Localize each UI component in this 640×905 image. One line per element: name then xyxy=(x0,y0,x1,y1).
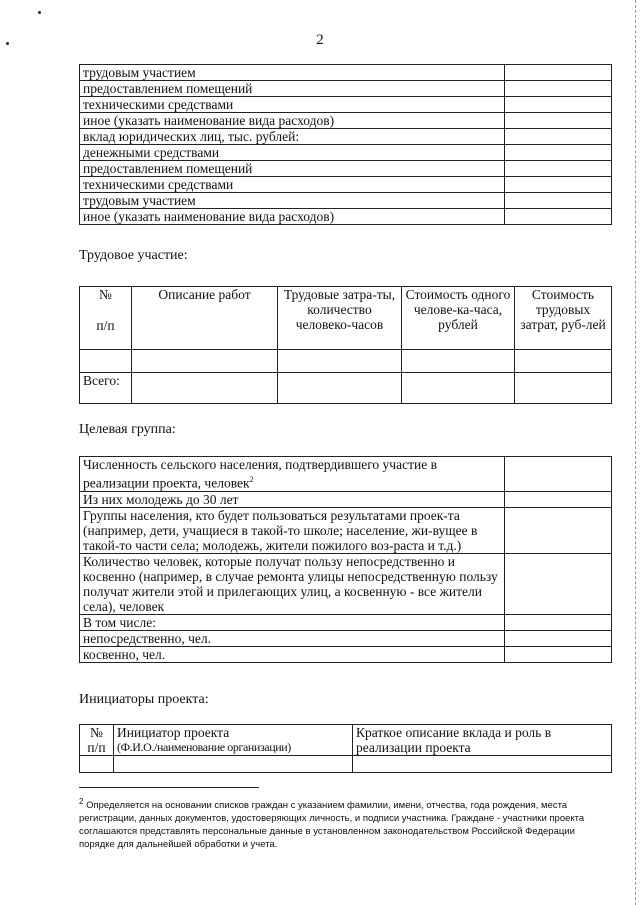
table-row xyxy=(80,630,612,646)
num-header-top: № xyxy=(99,287,112,302)
table-cell[interactable] xyxy=(505,491,612,507)
page-number: 2 xyxy=(316,32,324,48)
labor-table xyxy=(79,286,612,404)
contribution-label: денежными средствами xyxy=(80,145,505,161)
num-header xyxy=(80,725,114,756)
table-row xyxy=(80,646,612,662)
participants-count-label xyxy=(80,457,505,492)
contribution-label: иное (указать наименование вида расходов) xyxy=(80,113,505,129)
contribution-label: вклад юридических лиц, тыс. рублей: xyxy=(80,129,505,145)
table-cell[interactable] xyxy=(515,350,612,373)
table-row xyxy=(80,129,612,145)
footnote-text: Определяется на основании списков граждан с указанием фамилии, имени, отчества, года рождения, места регистрации, данных документов, удостоверяющих личность, и подписи участника. Граждане - участники проекта соглашаются представлять персональные данные в установленном законодательством Российской Федерации порядке для дальнейшей обработки и учета. xyxy=(79,800,585,851)
table-cell[interactable] xyxy=(132,373,278,404)
num-header-top: № xyxy=(90,725,103,740)
labor-heading: Трудовое участие: xyxy=(79,248,188,263)
target-group-table xyxy=(79,456,612,663)
num-header-bottom: п/п xyxy=(96,318,115,333)
table-row xyxy=(80,161,612,177)
total-row xyxy=(80,373,612,404)
initiator-header-bottom: (Ф.И.О./наименование организации) xyxy=(117,740,291,754)
table-cell[interactable] xyxy=(505,457,612,492)
table-cell[interactable] xyxy=(505,553,612,614)
total-cost-header: Стоимость трудовых затрат, руб-лей xyxy=(515,287,612,350)
table-cell[interactable] xyxy=(278,373,402,404)
initiator-header-top: Инициатор проекта xyxy=(117,725,230,740)
table-row xyxy=(80,81,612,97)
table-cell[interactable] xyxy=(505,161,612,177)
table-cell[interactable] xyxy=(505,97,612,113)
initiator-header xyxy=(114,725,353,756)
table-cell[interactable] xyxy=(132,350,278,373)
beneficiaries-label: Количество человек, которые получат пользу непосредственно и косвенно (например, в случае ремонта улицы непосредственную пользу получат жители этой и прилегающих улиц, а косвенную - все жители села), человек xyxy=(80,553,505,614)
page-edge xyxy=(634,0,636,905)
including-label: В том числе: xyxy=(80,614,505,630)
table-cell[interactable] xyxy=(505,646,612,662)
table-cell[interactable] xyxy=(505,65,612,81)
num-header-bottom: п/п xyxy=(87,740,106,755)
contributions-table xyxy=(79,64,612,225)
table-row xyxy=(80,97,612,113)
table-cell[interactable] xyxy=(515,373,612,404)
table-cell[interactable] xyxy=(505,630,612,646)
table-cell[interactable] xyxy=(402,350,515,373)
labor-costs-header: Трудовые затра-ты, количество человеко-часов xyxy=(278,287,402,350)
target-group-heading: Целевая группа: xyxy=(79,422,176,437)
table-row xyxy=(80,756,612,773)
table-cell[interactable] xyxy=(353,756,612,773)
table-row xyxy=(80,350,612,373)
contribution-label: иное (указать наименование вида расходов) xyxy=(80,209,505,225)
table-row xyxy=(80,614,612,630)
table-row xyxy=(80,507,612,553)
population-groups-label: Группы населения, кто будет пользоваться результатами проек-та (например, дети, учащиеся в такой-то школе; население, жи-вущее в такой-то части села; молодежь, жители пожилого воз-раста и т.д.) xyxy=(80,507,505,553)
table-cell[interactable] xyxy=(505,113,612,129)
footnote-divider xyxy=(79,787,259,788)
contribution-label: трудовым участием xyxy=(80,193,505,209)
cost-per-hour-header: Стоимость одного челове-ка-часа, рублей xyxy=(402,287,515,350)
table-row xyxy=(80,177,612,193)
contribution-label: техническими средствами xyxy=(80,177,505,193)
description-header: Описание работ xyxy=(132,287,278,350)
initiators-header-row xyxy=(80,725,612,756)
footnote-mark: 2 xyxy=(79,797,84,806)
initiators-heading: Инициаторы проекта: xyxy=(79,692,209,707)
participants-count-text: Численность сельского населения, подтвердившего участие в реализации проекта, человек xyxy=(83,457,437,491)
table-cell[interactable] xyxy=(505,614,612,630)
youth-label: Из них молодежь до 30 лет xyxy=(80,491,505,507)
table-cell[interactable] xyxy=(80,350,132,373)
description-header: Краткое описание вклада и роль в реализации проекта xyxy=(353,725,612,756)
indirect-label: косвенно, чел. xyxy=(80,646,505,662)
table-row xyxy=(80,491,612,507)
table-row xyxy=(80,193,612,209)
table-cell[interactable] xyxy=(505,145,612,161)
total-label: Всего: xyxy=(80,373,132,404)
direct-label: непосредственно, чел. xyxy=(80,630,505,646)
table-cell[interactable] xyxy=(505,81,612,97)
table-cell[interactable] xyxy=(80,756,114,773)
table-cell[interactable] xyxy=(505,507,612,553)
table-row xyxy=(80,457,612,492)
contribution-label: техническими средствами xyxy=(80,97,505,113)
footnote xyxy=(79,795,589,851)
table-row xyxy=(80,553,612,614)
table-cell[interactable] xyxy=(505,193,612,209)
table-row xyxy=(80,113,612,129)
table-cell[interactable] xyxy=(505,177,612,193)
scan-mark xyxy=(38,11,41,14)
table-cell[interactable] xyxy=(114,756,353,773)
labor-header-row xyxy=(80,287,612,350)
num-header xyxy=(80,287,132,350)
footnote-ref: 2 xyxy=(249,475,254,484)
table-cell[interactable] xyxy=(505,209,612,225)
contribution-label: трудовым участием xyxy=(80,65,505,81)
table-cell[interactable] xyxy=(278,350,402,373)
table-row xyxy=(80,145,612,161)
table-row xyxy=(80,209,612,225)
table-row xyxy=(80,65,612,81)
initiators-table xyxy=(79,724,612,773)
table-cell[interactable] xyxy=(505,129,612,145)
contribution-label: предоставлением помещений xyxy=(80,161,505,177)
table-cell[interactable] xyxy=(402,373,515,404)
contribution-label: предоставлением помещений xyxy=(80,81,505,97)
